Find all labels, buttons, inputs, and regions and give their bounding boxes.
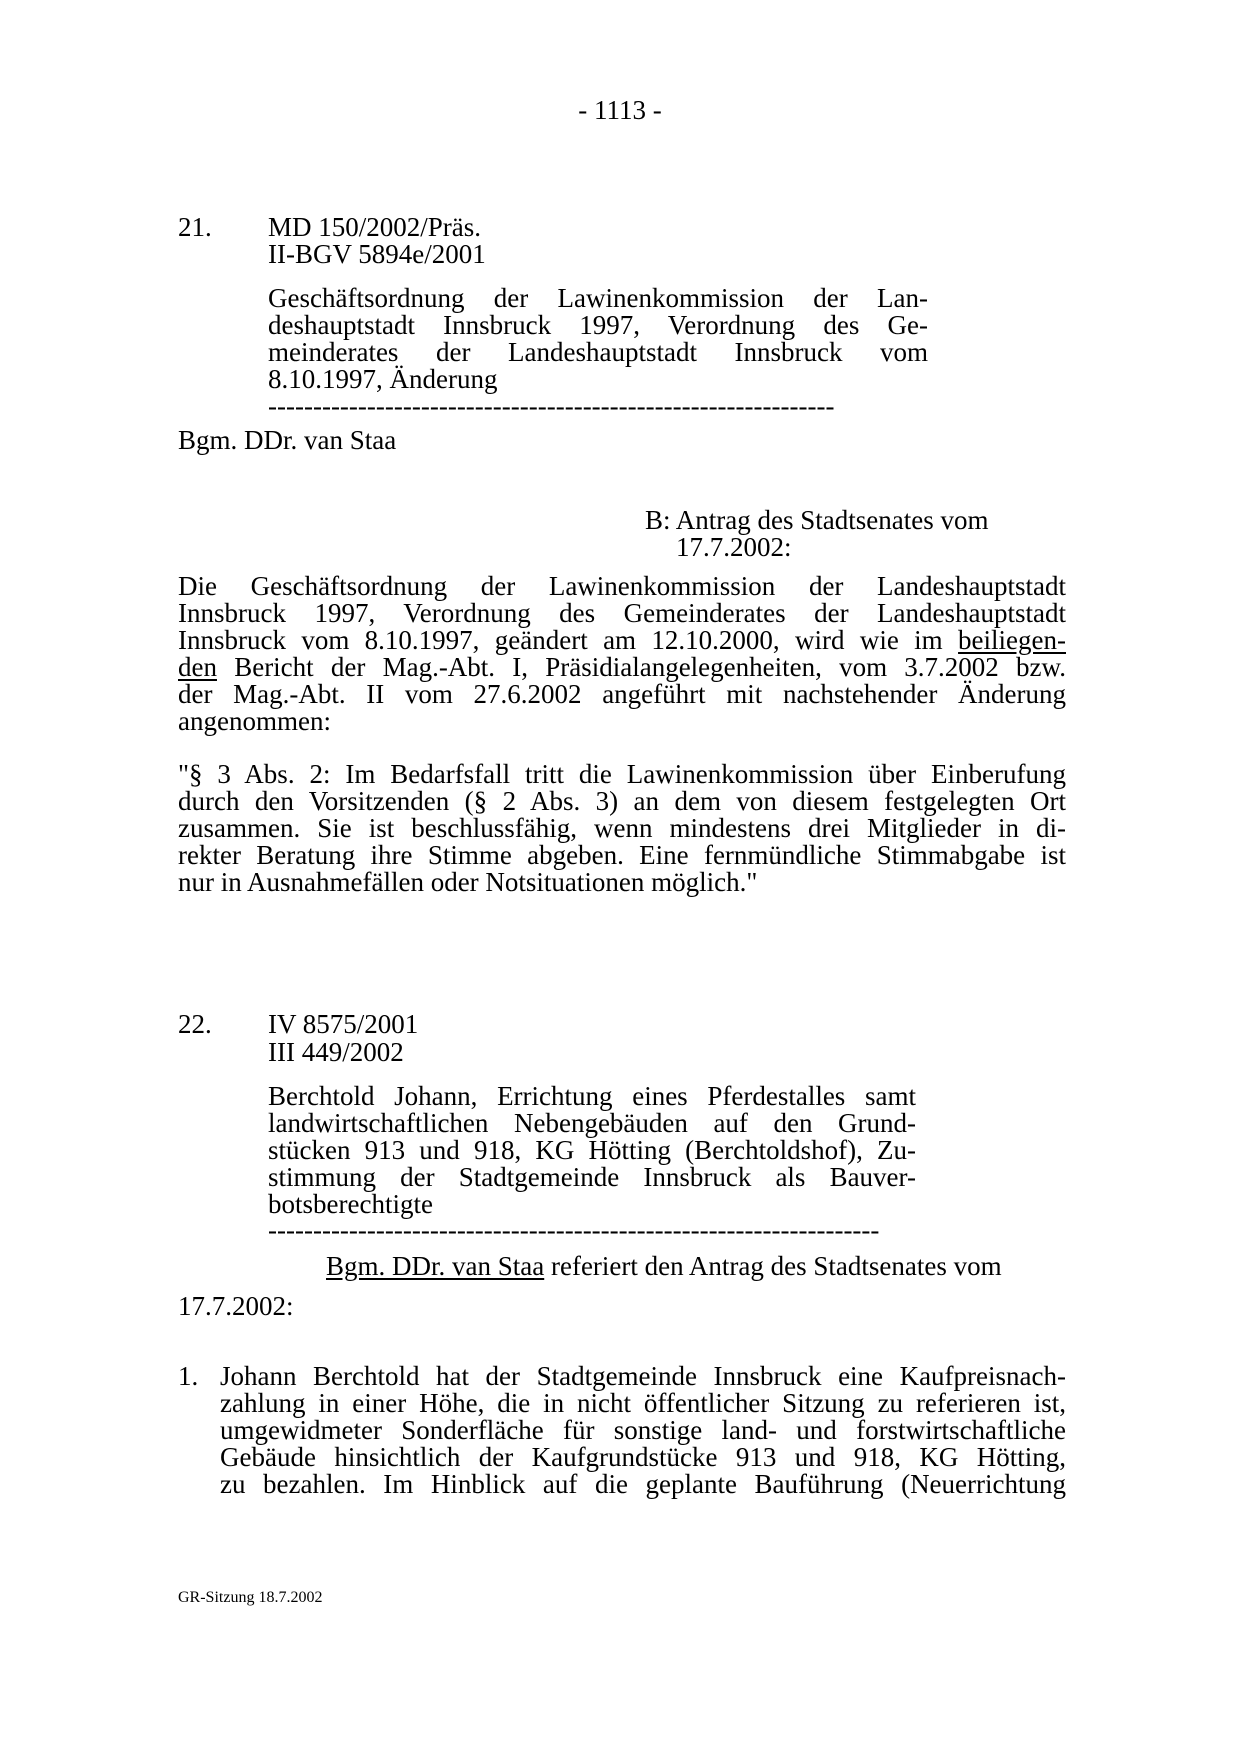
resolution-line: Innsbruck 1997, Verordnung des Gemeinderates der Landeshauptstadt	[178, 598, 1066, 628]
resolution-line: angenommen:	[178, 706, 331, 736]
speaker-name: Bgm. DDr. van Staa	[326, 1251, 545, 1281]
item-22-separator: --------------------------------------------------------------------	[268, 1215, 880, 1245]
resolution-line-text: Innsbruck vom 8.10.1997, geändert am 12.10.2000, wird wie im	[178, 625, 959, 655]
list-line: zu bezahlen. Im Hinblick auf die geplante Bauführung (Neuerrichtung	[220, 1469, 1066, 1499]
item-21-separator: ---------------------------------------------------------------	[268, 391, 835, 421]
list-line: Gebäude hinsichtlich der Kaufgrundstücke 913 und 918, KG Hötting,	[220, 1442, 1066, 1472]
list-line: zahlung in einer Höhe, die in nicht öffentlicher Sitzung zu referieren ist,	[220, 1388, 1066, 1418]
resolution-line: der Mag.-Abt. II vom 27.6.2002 angeführt mit nachstehender Änderung	[178, 679, 1066, 709]
resolution-line-text: Bericht der Mag.-Abt. I, Präsidialangelegenheiten, vom 3.7.2002 bzw.	[216, 652, 1066, 682]
quote-line: "§ 3 Abs. 2: Im Bedarfsfall tritt die Lawinenkommission über Einberufung	[178, 759, 1066, 789]
list-line: Johann Berchtold hat der Stadtgemeinde Innsbruck eine Kaufpreisnach-	[220, 1361, 1066, 1391]
subject-line: botsberechtigte	[268, 1189, 433, 1219]
quote-line: zusammen. Sie ist beschlussfähig, wenn mindestens drei Mitglieder in di-	[178, 813, 1066, 843]
quote-line: durch den Vorsitzenden (§ 2 Abs. 3) an dem von diesem festgelegten Ort	[178, 786, 1066, 816]
item-21-speaker: Bgm. DDr. van Staa	[178, 425, 397, 455]
resolution-line	[178, 654, 1066, 681]
item-22-speaker-line	[326, 1253, 1002, 1280]
subject-line: landwirtschaftlichen Nebengebäuden auf den Grund-	[268, 1108, 916, 1138]
subject-line: 8.10.1997, Änderung	[268, 364, 498, 394]
item-22-number: 22.	[178, 1009, 212, 1039]
list-line: umgewidmeter Sonderfläche für sonstige land- und forstwirtschaftliche	[220, 1415, 1066, 1445]
resolution-line	[178, 627, 1066, 654]
list-item-text	[220, 1363, 1066, 1498]
item-22-reference-1: IV 8575/2001	[268, 1009, 419, 1039]
item-21-resolution-text	[178, 573, 1066, 735]
subject-line: meinderates der Landeshauptstadt Innsbruck vom	[268, 337, 928, 367]
list-item-number: 1.	[178, 1361, 199, 1391]
subject-line: Berchtold Johann, Errichtung eines Pferdestalles samt	[268, 1081, 916, 1111]
subject-line: stimmung der Stadtgemeinde Innsbruck als Bauver-	[268, 1162, 916, 1192]
item-21-reference-1: MD 150/2002/Präs.	[268, 212, 482, 242]
quote-line: rekter Beratung ihre Stimme abgeben. Eine fernmündliche Stimmabgabe ist	[178, 840, 1066, 870]
item-21-number: 21.	[178, 212, 212, 242]
item-21-subject	[268, 285, 928, 393]
page-number: - 1113 -	[578, 95, 662, 125]
subject-line: Geschäftsordnung der Lawinenkommission der Lan-	[268, 283, 928, 313]
item-22-reference-2: III 449/2002	[268, 1037, 404, 1067]
subject-line: deshauptstadt Innsbruck 1997, Verordnung des Ge-	[268, 310, 928, 340]
subject-line: stücken 913 und 918, KG Hötting (Berchtoldshof), Zu-	[268, 1135, 916, 1165]
item-22-motion-date: 17.7.2002:	[178, 1291, 294, 1321]
item-21-reference-2: II-BGV 5894e/2001	[268, 239, 486, 269]
motion-label: B: Antrag des Stadtsenates vom	[645, 505, 989, 535]
speaker-text: referiert den Antrag des Stadtsenates vom	[544, 1251, 1002, 1281]
underlined-text: den	[178, 652, 217, 682]
item-21-quote	[178, 761, 1066, 896]
item-22-subject	[268, 1083, 916, 1218]
footer: GR-Sitzung 18.7.2002	[178, 1589, 323, 1606]
underlined-text: beiliegen-	[958, 625, 1066, 655]
resolution-line: Die Geschäftsordnung der Lawinenkommission der Landeshauptstadt	[178, 571, 1066, 601]
motion-date: 17.7.2002:	[676, 532, 792, 562]
quote-line: nur in Ausnahmefällen oder Notsituationen möglich."	[178, 867, 758, 897]
